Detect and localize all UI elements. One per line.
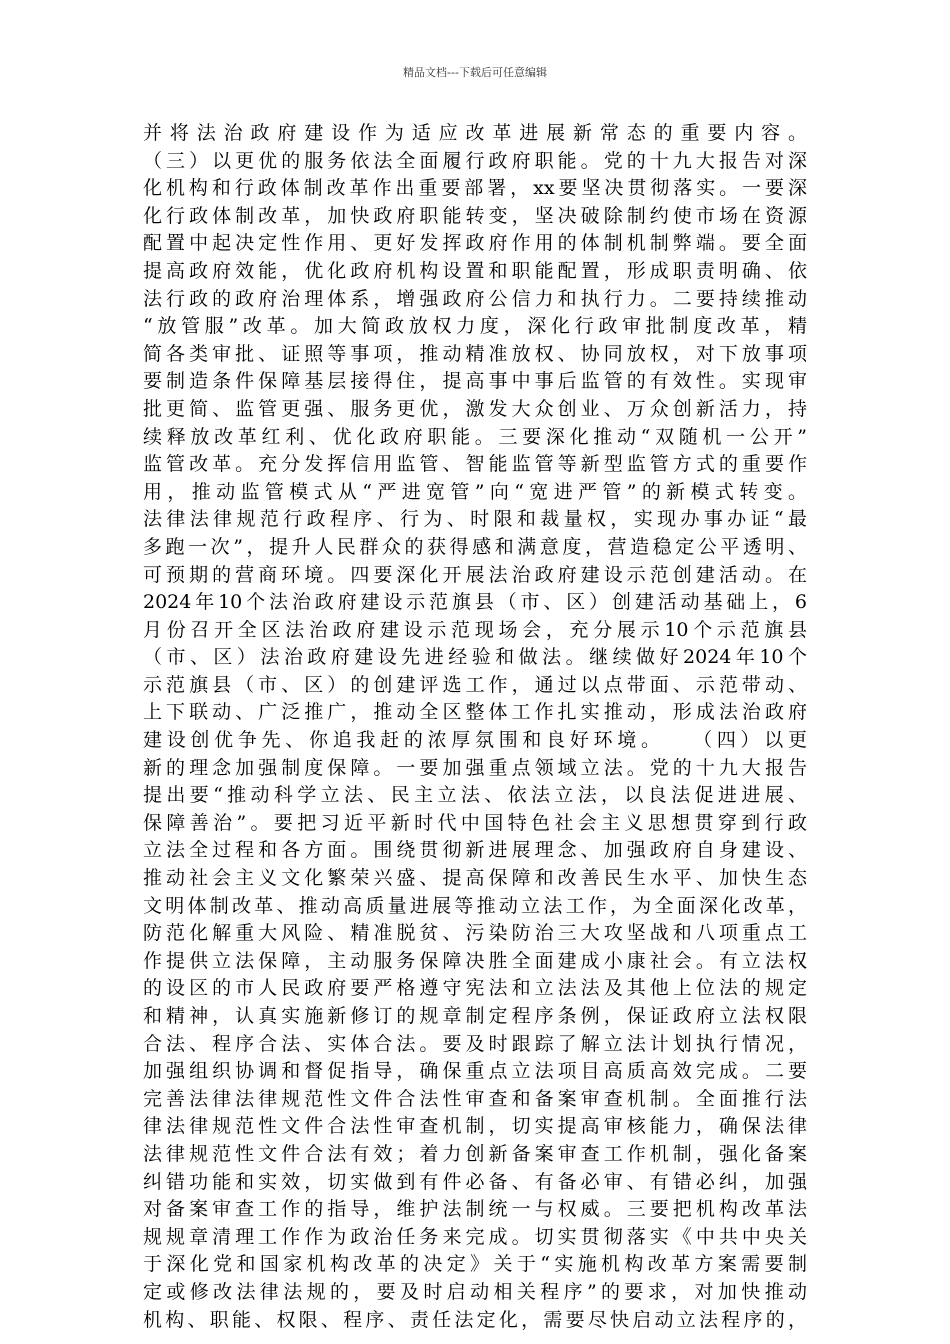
text-line: 法律法律规范行政程序、行为、时限和裁量权，实现办事办证“最: [143, 508, 807, 531]
text-line: 保障善治”。要把习近平新时代中国特色社会主义思想贯穿到行政: [143, 811, 807, 834]
text-line: （三）以更优的服务依法全面履行政府职能。党的十九大报告对深: [143, 149, 807, 172]
text-line: 完善法律法律规范性文件合法性审查和备案审查机制。全面推行法: [143, 1087, 807, 1110]
text-line: 示范旗县（市、区）的创建评选工作，通过以点带面、示范带动、: [143, 673, 807, 696]
text-line: 定或修改法律法规的，要及时启动相关程序”的要求，对加快推动: [143, 1280, 807, 1303]
text-line: 监管改革。充分发挥信用监管、智能监管等新型监管方式的重要作: [143, 453, 807, 476]
text-line: 月份召开全区法治政府建设示范现场会，充分展示10个示范旗县: [143, 618, 807, 641]
text-line: 上下联动、广泛推广，推动全区整体工作扎实推动，形成法治政府: [143, 701, 807, 724]
text-line: 作提供立法保障，主动服务保障决胜全面建成小康社会。有立法权: [143, 949, 807, 972]
text-line: 简各类审批、证照等事项，推动精准放权、协同放权，对下放事项: [143, 342, 807, 365]
text-line: 建设创优争先、你追我赶的浓厚氛围和良好环境。 （四）以更: [143, 729, 807, 752]
text-line: 法行政的政府治理体系，增强政府公信力和执行力。二要持续推动: [143, 287, 807, 310]
text-line: 的设区的市人民政府要严格遵守宪法和立法法及其他上位法的规定: [143, 977, 807, 1000]
text-line: 新的理念加强制度保障。一要加强重点领域立法。党的十九大报告: [143, 756, 807, 779]
page-header: 精品文档---下载后可任意编辑: [403, 66, 547, 79]
text-line: 防范化解重大风险、精准脱贫、污染防治三大攻坚战和八项重点工: [143, 922, 807, 945]
text-line: 和精神，认真实施新修订的规章制定程序条例，保证政府立法权限: [143, 1005, 807, 1027]
text-line: 2024年10个法治政府建设示范旗县（市、区）创建活动基础上，6: [143, 591, 807, 614]
text-line: 化行政体制改革，加快政府职能转变，坚决破除制约使市场在资源: [143, 204, 807, 227]
text-line: 于深化党和国家机构改革的决定》关于“实施机构改革方案需要制: [143, 1253, 807, 1276]
text-line: 并将法治政府建设作为适应改革进展新常态的重要内容。: [143, 122, 807, 144]
text-line: “放管服”改革。加大简政放权力度，深化行政审批制度改革，精: [143, 315, 807, 338]
text-line: 文明体制改革、推动高质量进展等推动立法工作，为全面深化改革，: [143, 894, 807, 917]
document-body: [143, 120, 807, 1334]
text-line: 用，推动监管模式从“严进宽管”向“宽进严管”的新模式转变。: [143, 480, 807, 503]
text-line: 机构、职能、权限、程序、责任法定化，需要尽快启动立法程序的，: [143, 1308, 807, 1331]
text-line: 提出要“推动科学立法、民主立法、依法立法，以良法促进进展、: [143, 784, 807, 807]
text-line: 对备案审查工作的指导，维护法制统一与权威。三要把机构改革法: [143, 1198, 807, 1221]
text-line: 续释放改革红利、优化政府职能。三要深化推动“双随机一公开”: [143, 425, 807, 448]
text-line: 可预期的营商环境。四要深化开展法治政府建设示范创建活动。在: [143, 563, 807, 586]
text-line: 多跑一次”，提升人民群众的获得感和满意度，营造稳定公平透明、: [143, 535, 807, 558]
text-line: （市、区）法治政府建设先进经验和做法。继续做好2024年10个: [143, 646, 807, 669]
text-line: 律法律规范性文件合法性审查机制，切实提高审核能力，确保法律: [143, 1115, 807, 1138]
text-line: 提高政府效能，优化政府机构设置和职能配置，形成职责明确、依: [143, 259, 807, 282]
text-line: 配置中起决定性作用、更好发挥政府作用的体制机制弊端。要全面: [143, 232, 807, 255]
text-line: 加强组织协调和督促指导，确保重点立法项目高质高效完成。二要: [143, 1060, 807, 1083]
text-line: 推动社会主义文化繁荣兴盛、提高保障和改善民生水平、加快生态: [143, 867, 807, 890]
text-line: 要制造条件保障基层接得住，提高事中事后监管的有效性。实现审: [143, 370, 807, 393]
text-line: 化机构和行政体制改革作出重要部署，xx要坚决贯彻落实。一要深: [143, 177, 807, 200]
text-line: 立法全过程和各方面。围绕贯彻新进展理念、加强政府自身建设、: [143, 839, 807, 862]
text-line: 法律规范性文件合法有效；着力创新备案审查工作机制，强化备案: [143, 1142, 807, 1165]
text-line: 纠错功能和实效，切实做到有件必备、有备必审、有错必纠，加强: [143, 1170, 807, 1193]
text-line: 合法、程序合法、实体合法。要及时跟踪了解立法计划执行情况，: [143, 1032, 807, 1055]
text-line: 规规章清理工作作为政治任务来完成。切实贯彻落实《中共中央关: [143, 1225, 807, 1248]
text-line: 批更简、监管更强、服务更优，激发大众创业、万众创新活力，持: [143, 397, 807, 420]
